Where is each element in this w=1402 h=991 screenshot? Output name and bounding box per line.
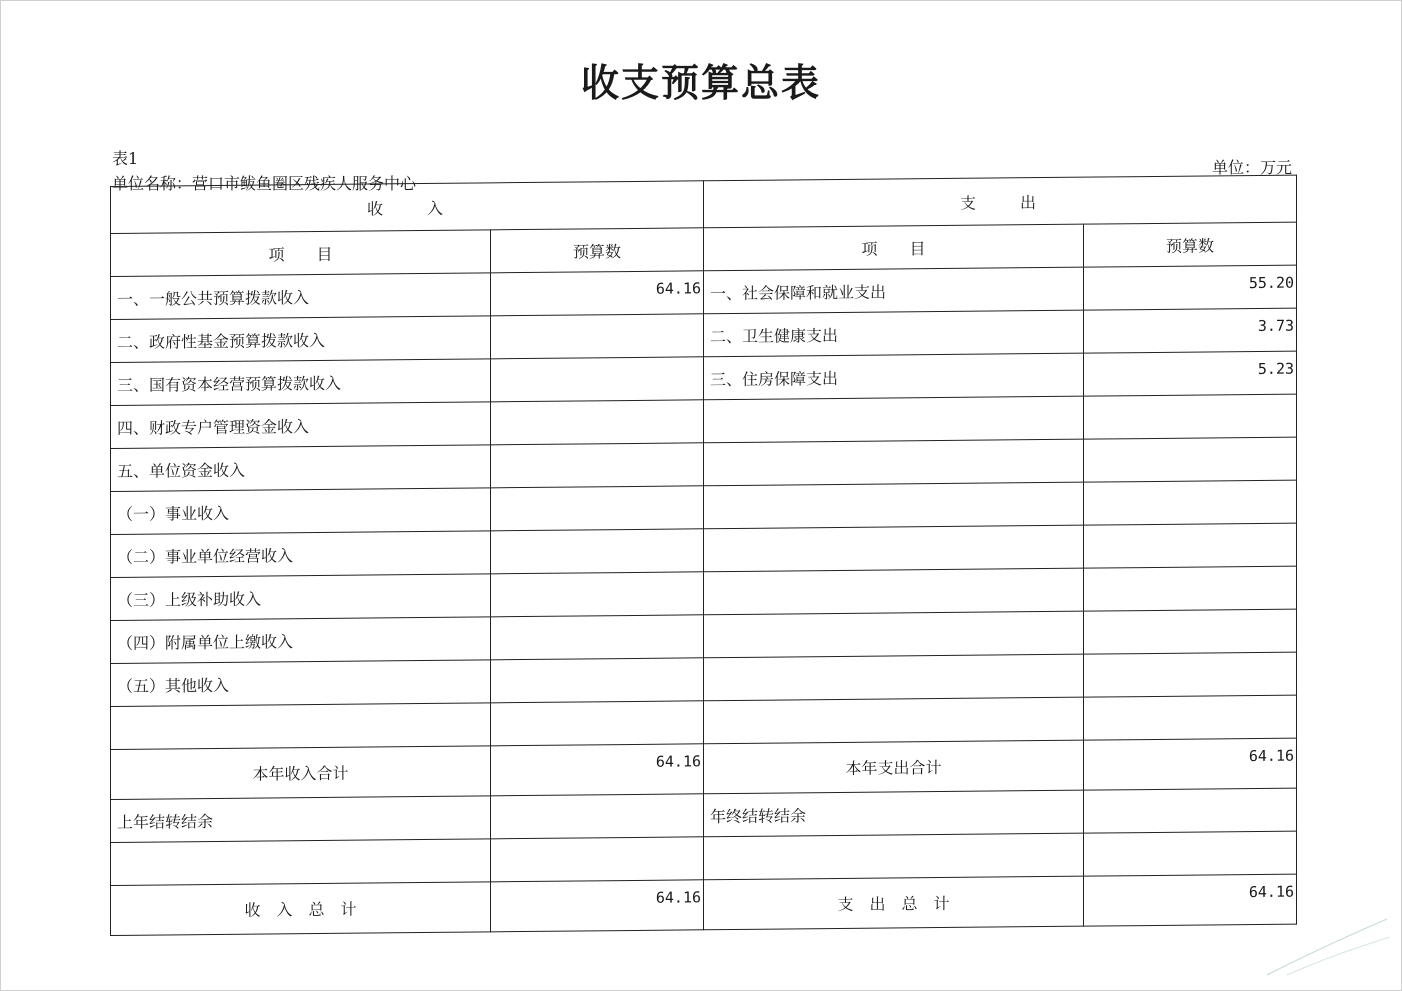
expense-amount: 5.23	[1084, 351, 1297, 396]
expense-item	[704, 697, 1084, 744]
expense-item-header: 项 目	[704, 224, 1084, 271]
grand-income-total-label: 收 入 总 计	[111, 882, 491, 936]
expense-amount	[1084, 523, 1297, 568]
income-item: （四）附属单位上缴收入	[111, 617, 491, 664]
expense-amount	[1084, 437, 1297, 482]
grand-expense-total-label: 支 出 总 计	[704, 876, 1084, 930]
expense-amount	[1084, 652, 1297, 697]
expense-item	[704, 439, 1084, 486]
income-item: （二）事业单位经营收入	[111, 531, 491, 578]
income-amount	[491, 486, 704, 531]
blank-cell	[111, 839, 491, 886]
income-amount	[491, 701, 704, 746]
income-item: （三）上级补助收入	[111, 574, 491, 621]
year-expense-total-amount: 64.16	[1084, 738, 1297, 790]
expense-item	[704, 482, 1084, 529]
budget-summary-table	[110, 175, 1297, 936]
grand-income-total-amount: 64.16	[491, 880, 704, 932]
income-item: 四、财政专户管理资金收入	[111, 402, 491, 449]
expense-amount: 3.73	[1084, 308, 1297, 353]
expense-amount	[1084, 394, 1297, 439]
expense-item	[704, 611, 1084, 658]
income-amount	[491, 658, 704, 703]
expense-amount	[1084, 480, 1297, 525]
year-expense-total-label: 本年支出合计	[704, 740, 1084, 794]
blank-cell	[704, 833, 1084, 880]
prev-balance-label: 上年结转结余	[111, 796, 491, 843]
income-item	[111, 703, 491, 750]
expense-amount: 55.20	[1084, 265, 1297, 310]
income-amount	[491, 615, 704, 660]
table-number: 表1	[112, 149, 139, 168]
end-balance-label: 年终结转结余	[704, 790, 1084, 837]
budget-table-wrapper	[110, 175, 1297, 936]
expense-amount	[1084, 609, 1297, 654]
prev-balance-amount	[491, 794, 704, 839]
expense-amount	[1084, 566, 1297, 611]
income-amount	[491, 314, 704, 359]
income-item: （一）事业收入	[111, 488, 491, 535]
income-item: 一、一般公共预算拨款收入	[111, 273, 491, 320]
income-amount	[491, 529, 704, 574]
expense-section-header: 支 出	[704, 175, 1297, 228]
income-amount: 64.16	[491, 271, 704, 316]
blank-cell	[1084, 831, 1297, 876]
income-item: 二、政府性基金预算拨款收入	[111, 316, 491, 363]
grand-expense-total-amount: 64.16	[1084, 874, 1297, 926]
income-section-header: 收 入	[111, 181, 704, 234]
year-income-total-amount: 64.16	[491, 744, 704, 796]
income-amount	[491, 572, 704, 617]
scan-mark	[1262, 917, 1392, 977]
expense-item	[704, 654, 1084, 701]
expense-item	[704, 568, 1084, 615]
currency-unit: 单位：万元	[1211, 158, 1292, 177]
income-amount	[491, 443, 704, 488]
income-amount	[491, 400, 704, 445]
grand-total-row	[111, 874, 1297, 935]
expense-item	[704, 396, 1084, 443]
expense-amount	[1084, 695, 1297, 740]
income-item: 三、国有资本经营预算拨款收入	[111, 359, 491, 406]
expense-item	[704, 525, 1084, 572]
income-item-header: 项 目	[111, 230, 491, 277]
expense-item: 三、住房保障支出	[704, 353, 1084, 400]
page-title: 收支预算总表	[580, 60, 821, 105]
income-item: 五、单位资金收入	[111, 445, 491, 492]
income-budget-header: 预算数	[491, 228, 704, 273]
income-amount	[491, 357, 704, 402]
end-balance-amount	[1084, 788, 1297, 833]
expense-item: 一、社会保障和就业支出	[704, 267, 1084, 314]
blank-cell	[491, 837, 704, 882]
expense-budget-header: 预算数	[1084, 222, 1297, 267]
unit-name: 单位名称：营口市鲅鱼圈区残疾人服务中心	[112, 174, 417, 193]
expense-item: 二、卫生健康支出	[704, 310, 1084, 357]
year-income-total-label: 本年收入合计	[111, 746, 491, 800]
income-item: （五）其他收入	[111, 660, 491, 707]
